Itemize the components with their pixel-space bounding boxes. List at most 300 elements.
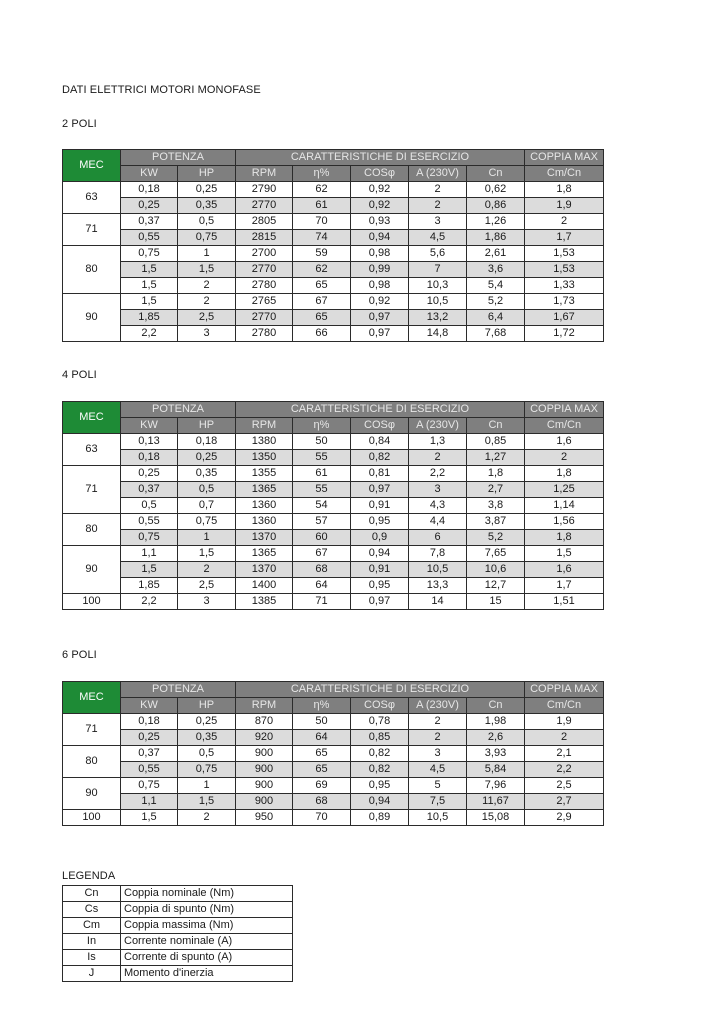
value-cell: 2 xyxy=(178,278,236,294)
value-cell: 0,35 xyxy=(178,198,236,214)
table-row xyxy=(63,498,604,514)
value-cell: 0,81 xyxy=(351,466,409,482)
value-cell: 1,26 xyxy=(467,214,525,230)
value-cell: 0,25 xyxy=(178,450,236,466)
section-title-2-poli: 2 POLI xyxy=(62,118,97,130)
mec-cell: 100 xyxy=(63,594,121,610)
value-cell: 0,99 xyxy=(351,262,409,278)
subheader-cell: COSφ xyxy=(351,698,409,714)
subheader-cell: KW xyxy=(121,698,178,714)
table-row xyxy=(63,246,604,262)
value-cell: 70 xyxy=(293,214,351,230)
value-cell: 61 xyxy=(293,466,351,482)
value-cell: 5,4 xyxy=(467,278,525,294)
document-title: DATI ELETTRICI MOTORI MONOFASE xyxy=(62,84,261,96)
subheader-row xyxy=(63,418,604,434)
header-potenza: POTENZA xyxy=(121,150,236,166)
value-cell: 1,8 xyxy=(467,466,525,482)
value-cell: 15,08 xyxy=(467,810,525,826)
legend-description: Coppia di spunto (Nm) xyxy=(121,902,293,918)
value-cell: 12,7 xyxy=(467,578,525,594)
value-cell: 1,98 xyxy=(467,714,525,730)
header-mec: MEC xyxy=(63,682,121,714)
subheader-cell: A (230V) xyxy=(409,698,467,714)
subheader-cell: η% xyxy=(293,698,351,714)
header-coppia-max: COPPIA MAX xyxy=(525,150,604,166)
value-cell: 0,37 xyxy=(121,482,178,498)
value-cell: 1,51 xyxy=(525,594,604,610)
legend-description: Coppia nominale (Nm) xyxy=(121,886,293,902)
value-cell: 2770 xyxy=(236,310,293,326)
value-cell: 1,7 xyxy=(525,578,604,594)
value-cell: 0,92 xyxy=(351,198,409,214)
value-cell: 1,5 xyxy=(121,562,178,578)
value-cell: 7,8 xyxy=(409,546,467,562)
value-cell: 2,2 xyxy=(525,762,604,778)
subheader-cell: RPM xyxy=(236,698,293,714)
value-cell: 0,91 xyxy=(351,562,409,578)
value-cell: 900 xyxy=(236,762,293,778)
value-cell: 54 xyxy=(293,498,351,514)
value-cell: 1,5 xyxy=(178,262,236,278)
value-cell: 0,25 xyxy=(121,730,178,746)
legend-key: In xyxy=(63,934,121,950)
table-row xyxy=(63,326,604,342)
subheader-cell: KW xyxy=(121,418,178,434)
value-cell: 2,7 xyxy=(467,482,525,498)
subheader-cell: Cn xyxy=(467,698,525,714)
value-cell: 0,91 xyxy=(351,498,409,514)
value-cell: 3 xyxy=(178,594,236,610)
value-cell: 0,55 xyxy=(121,514,178,530)
value-cell: 65 xyxy=(293,762,351,778)
value-cell: 1370 xyxy=(236,530,293,546)
value-cell: 1,1 xyxy=(121,546,178,562)
value-cell: 2,5 xyxy=(178,310,236,326)
table-row xyxy=(63,278,604,294)
value-cell: 2 xyxy=(525,730,604,746)
table-row xyxy=(63,762,604,778)
value-cell: 3 xyxy=(409,482,467,498)
mec-cell: 90 xyxy=(63,778,121,810)
value-cell: 67 xyxy=(293,546,351,562)
mec-cell: 71 xyxy=(63,466,121,514)
value-cell: 0,35 xyxy=(178,466,236,482)
value-cell: 0,5 xyxy=(178,746,236,762)
header-potenza: POTENZA xyxy=(121,682,236,698)
value-cell: 1 xyxy=(178,778,236,794)
value-cell: 64 xyxy=(293,578,351,594)
legend-title: LEGENDA xyxy=(62,870,116,882)
value-cell: 0,82 xyxy=(351,746,409,762)
value-cell: 1,5 xyxy=(121,294,178,310)
header-mec: MEC xyxy=(63,402,121,434)
value-cell: 1,27 xyxy=(467,450,525,466)
legend-key: J xyxy=(63,966,121,982)
value-cell: 0,35 xyxy=(178,730,236,746)
value-cell: 0,18 xyxy=(121,714,178,730)
value-cell: 61 xyxy=(293,198,351,214)
header-mec: MEC xyxy=(63,150,121,182)
value-cell: 14 xyxy=(409,594,467,610)
value-cell: 0,37 xyxy=(121,214,178,230)
table-4-poli xyxy=(62,401,604,610)
value-cell: 0,94 xyxy=(351,230,409,246)
value-cell: 7 xyxy=(409,262,467,278)
value-cell: 1,5 xyxy=(178,794,236,810)
value-cell: 55 xyxy=(293,482,351,498)
value-cell: 59 xyxy=(293,246,351,262)
value-cell: 2 xyxy=(409,182,467,198)
subheader-cell: Cm/Cn xyxy=(525,418,604,434)
value-cell: 57 xyxy=(293,514,351,530)
value-cell: 1,14 xyxy=(525,498,604,514)
table-row xyxy=(63,450,604,466)
legend-row xyxy=(63,966,293,982)
value-cell: 1,56 xyxy=(525,514,604,530)
legend-table xyxy=(62,885,293,982)
value-cell: 0,75 xyxy=(178,762,236,778)
value-cell: 1365 xyxy=(236,482,293,498)
value-cell: 1,5 xyxy=(178,546,236,562)
value-cell: 1370 xyxy=(236,562,293,578)
value-cell: 10,6 xyxy=(467,562,525,578)
value-cell: 0,84 xyxy=(351,434,409,450)
table-row xyxy=(63,230,604,246)
value-cell: 0,97 xyxy=(351,482,409,498)
value-cell: 0,18 xyxy=(121,450,178,466)
value-cell: 0,75 xyxy=(178,514,236,530)
value-cell: 3,8 xyxy=(467,498,525,514)
value-cell: 900 xyxy=(236,794,293,810)
mec-cell: 90 xyxy=(63,294,121,342)
value-cell: 1 xyxy=(178,246,236,262)
value-cell: 2780 xyxy=(236,326,293,342)
subheader-cell: RPM xyxy=(236,418,293,434)
value-cell: 6 xyxy=(409,530,467,546)
value-cell: 0,25 xyxy=(178,714,236,730)
value-cell: 0,75 xyxy=(121,530,178,546)
value-cell: 0,75 xyxy=(121,778,178,794)
value-cell: 4,3 xyxy=(409,498,467,514)
value-cell: 62 xyxy=(293,182,351,198)
value-cell: 60 xyxy=(293,530,351,546)
value-cell: 1,53 xyxy=(525,262,604,278)
value-cell: 69 xyxy=(293,778,351,794)
section-title-6-poli: 6 POLI xyxy=(62,649,97,661)
value-cell: 1,8 xyxy=(525,182,604,198)
value-cell: 10,3 xyxy=(409,278,467,294)
value-cell: 0,82 xyxy=(351,450,409,466)
header-row xyxy=(63,682,604,698)
header-row xyxy=(63,150,604,166)
value-cell: 11,67 xyxy=(467,794,525,810)
value-cell: 2 xyxy=(409,450,467,466)
section-title-4-poli: 4 POLI xyxy=(62,369,97,381)
value-cell: 4,4 xyxy=(409,514,467,530)
value-cell: 3,93 xyxy=(467,746,525,762)
value-cell: 10,5 xyxy=(409,294,467,310)
subheader-cell: HP xyxy=(178,166,236,182)
value-cell: 2 xyxy=(178,562,236,578)
legend-key: Cs xyxy=(63,902,121,918)
value-cell: 0,25 xyxy=(121,198,178,214)
value-cell: 2815 xyxy=(236,230,293,246)
value-cell: 0,95 xyxy=(351,578,409,594)
value-cell: 0,82 xyxy=(351,762,409,778)
subheader-cell: COSφ xyxy=(351,418,409,434)
value-cell: 13,3 xyxy=(409,578,467,594)
value-cell: 1385 xyxy=(236,594,293,610)
value-cell: 1,6 xyxy=(525,434,604,450)
value-cell: 7,65 xyxy=(467,546,525,562)
value-cell: 0,55 xyxy=(121,762,178,778)
value-cell: 0,85 xyxy=(351,730,409,746)
value-cell: 66 xyxy=(293,326,351,342)
value-cell: 0,94 xyxy=(351,794,409,810)
value-cell: 1,1 xyxy=(121,794,178,810)
value-cell: 0,97 xyxy=(351,326,409,342)
value-cell: 5,6 xyxy=(409,246,467,262)
legend-description: Corrente nominale (A) xyxy=(121,934,293,950)
value-cell: 1,5 xyxy=(525,546,604,562)
value-cell: 10,5 xyxy=(409,562,467,578)
legend-description: Corrente di spunto (A) xyxy=(121,950,293,966)
value-cell: 1350 xyxy=(236,450,293,466)
header-row xyxy=(63,402,604,418)
value-cell: 65 xyxy=(293,278,351,294)
value-cell: 5,84 xyxy=(467,762,525,778)
header-coppia-max: COPPIA MAX xyxy=(525,682,604,698)
value-cell: 71 xyxy=(293,594,351,610)
value-cell: 3 xyxy=(409,746,467,762)
value-cell: 2 xyxy=(409,714,467,730)
value-cell: 0,92 xyxy=(351,182,409,198)
value-cell: 65 xyxy=(293,310,351,326)
mec-cell: 80 xyxy=(63,746,121,778)
value-cell: 62 xyxy=(293,262,351,278)
value-cell: 4,5 xyxy=(409,762,467,778)
value-cell: 1,53 xyxy=(525,246,604,262)
value-cell: 2 xyxy=(409,198,467,214)
value-cell: 0,97 xyxy=(351,594,409,610)
value-cell: 3,6 xyxy=(467,262,525,278)
value-cell: 900 xyxy=(236,778,293,794)
value-cell: 0,55 xyxy=(121,230,178,246)
header-caratteristiche: CARATTERISTICHE DI ESERCIZIO xyxy=(236,402,525,418)
legend-row xyxy=(63,950,293,966)
table-row xyxy=(63,466,604,482)
value-cell: 1,3 xyxy=(409,434,467,450)
value-cell: 0,25 xyxy=(121,466,178,482)
mec-cell: 63 xyxy=(63,434,121,466)
value-cell: 0,94 xyxy=(351,546,409,562)
value-cell: 1,67 xyxy=(525,310,604,326)
value-cell: 14,8 xyxy=(409,326,467,342)
value-cell: 2,2 xyxy=(409,466,467,482)
value-cell: 0,37 xyxy=(121,746,178,762)
value-cell: 2,7 xyxy=(525,794,604,810)
mec-cell: 63 xyxy=(63,182,121,214)
value-cell: 0,75 xyxy=(121,246,178,262)
table-row xyxy=(63,594,604,610)
value-cell: 1365 xyxy=(236,546,293,562)
table-row xyxy=(63,810,604,826)
value-cell: 900 xyxy=(236,746,293,762)
value-cell: 13,2 xyxy=(409,310,467,326)
value-cell: 1360 xyxy=(236,514,293,530)
value-cell: 2,2 xyxy=(121,594,178,610)
value-cell: 70 xyxy=(293,810,351,826)
table-row xyxy=(63,514,604,530)
value-cell: 55 xyxy=(293,450,351,466)
value-cell: 0,97 xyxy=(351,310,409,326)
value-cell: 2 xyxy=(525,450,604,466)
value-cell: 50 xyxy=(293,434,351,450)
subheader-cell: KW xyxy=(121,166,178,182)
value-cell: 1,7 xyxy=(525,230,604,246)
value-cell: 0,86 xyxy=(467,198,525,214)
value-cell: 2765 xyxy=(236,294,293,310)
subheader-cell: η% xyxy=(293,166,351,182)
subheader-cell: COSφ xyxy=(351,166,409,182)
value-cell: 0,98 xyxy=(351,246,409,262)
header-caratteristiche: CARATTERISTICHE DI ESERCIZIO xyxy=(236,682,525,698)
subheader-row xyxy=(63,698,604,714)
value-cell: 0,18 xyxy=(121,182,178,198)
value-cell: 2700 xyxy=(236,246,293,262)
legend-row xyxy=(63,886,293,902)
value-cell: 1,5 xyxy=(121,810,178,826)
value-cell: 5 xyxy=(409,778,467,794)
value-cell: 1,5 xyxy=(121,278,178,294)
header-potenza: POTENZA xyxy=(121,402,236,418)
value-cell: 950 xyxy=(236,810,293,826)
mec-cell: 71 xyxy=(63,714,121,746)
table-row xyxy=(63,434,604,450)
subheader-cell: Cn xyxy=(467,166,525,182)
value-cell: 1400 xyxy=(236,578,293,594)
table-row xyxy=(63,794,604,810)
table-6-poli xyxy=(62,681,604,826)
table-row xyxy=(63,262,604,278)
legend-description: Momento d'inerzia xyxy=(121,966,293,982)
value-cell: 7,96 xyxy=(467,778,525,794)
value-cell: 1,5 xyxy=(121,262,178,278)
legend-key: Is xyxy=(63,950,121,966)
legend-description: Coppia massima (Nm) xyxy=(121,918,293,934)
value-cell: 0,62 xyxy=(467,182,525,198)
value-cell: 2770 xyxy=(236,198,293,214)
value-cell: 68 xyxy=(293,794,351,810)
value-cell: 1355 xyxy=(236,466,293,482)
value-cell: 65 xyxy=(293,746,351,762)
header-caratteristiche: CARATTERISTICHE DI ESERCIZIO xyxy=(236,150,525,166)
value-cell: 870 xyxy=(236,714,293,730)
legend-row xyxy=(63,934,293,950)
value-cell: 1,73 xyxy=(525,294,604,310)
value-cell: 0,13 xyxy=(121,434,178,450)
value-cell: 2 xyxy=(409,730,467,746)
value-cell: 1,33 xyxy=(525,278,604,294)
value-cell: 0,75 xyxy=(178,230,236,246)
value-cell: 1,8 xyxy=(525,466,604,482)
legend-row xyxy=(63,918,293,934)
value-cell: 0,85 xyxy=(467,434,525,450)
value-cell: 1360 xyxy=(236,498,293,514)
legend-key: Cn xyxy=(63,886,121,902)
value-cell: 2 xyxy=(178,294,236,310)
value-cell: 2770 xyxy=(236,262,293,278)
subheader-cell: HP xyxy=(178,698,236,714)
value-cell: 2,9 xyxy=(525,810,604,826)
legend-key: Cm xyxy=(63,918,121,934)
value-cell: 2,6 xyxy=(467,730,525,746)
value-cell: 0,25 xyxy=(178,182,236,198)
value-cell: 0,5 xyxy=(178,214,236,230)
value-cell: 0,18 xyxy=(178,434,236,450)
value-cell: 2,5 xyxy=(178,578,236,594)
subheader-cell: Cm/Cn xyxy=(525,166,604,182)
value-cell: 3 xyxy=(178,326,236,342)
subheader-cell: A (230V) xyxy=(409,166,467,182)
table-2-poli xyxy=(62,149,604,342)
table-row xyxy=(63,562,604,578)
value-cell: 0,5 xyxy=(178,482,236,498)
table-row xyxy=(63,530,604,546)
value-cell: 15 xyxy=(467,594,525,610)
value-cell: 920 xyxy=(236,730,293,746)
value-cell: 2790 xyxy=(236,182,293,198)
value-cell: 50 xyxy=(293,714,351,730)
value-cell: 0,95 xyxy=(351,778,409,794)
value-cell: 1,85 xyxy=(121,578,178,594)
mec-cell: 80 xyxy=(63,246,121,294)
table-row xyxy=(63,310,604,326)
value-cell: 2 xyxy=(178,810,236,826)
table-row xyxy=(63,714,604,730)
value-cell: 1,86 xyxy=(467,230,525,246)
value-cell: 1,8 xyxy=(525,530,604,546)
subheader-cell: Cm/Cn xyxy=(525,698,604,714)
value-cell: 2,1 xyxy=(525,746,604,762)
value-cell: 2805 xyxy=(236,214,293,230)
table-row xyxy=(63,746,604,762)
subheader-cell: A (230V) xyxy=(409,418,467,434)
table-row xyxy=(63,294,604,310)
table-row xyxy=(63,578,604,594)
value-cell: 7,5 xyxy=(409,794,467,810)
subheader-cell: η% xyxy=(293,418,351,434)
value-cell: 0,95 xyxy=(351,514,409,530)
value-cell: 1,6 xyxy=(525,562,604,578)
value-cell: 1,72 xyxy=(525,326,604,342)
value-cell: 74 xyxy=(293,230,351,246)
value-cell: 2780 xyxy=(236,278,293,294)
value-cell: 1 xyxy=(178,530,236,546)
value-cell: 1,85 xyxy=(121,310,178,326)
subheader-row xyxy=(63,166,604,182)
value-cell: 7,68 xyxy=(467,326,525,342)
table-row xyxy=(63,546,604,562)
value-cell: 6,4 xyxy=(467,310,525,326)
value-cell: 2,5 xyxy=(525,778,604,794)
header-coppia-max: COPPIA MAX xyxy=(525,402,604,418)
value-cell: 0,5 xyxy=(121,498,178,514)
value-cell: 1,25 xyxy=(525,482,604,498)
value-cell: 0,89 xyxy=(351,810,409,826)
value-cell: 2,61 xyxy=(467,246,525,262)
